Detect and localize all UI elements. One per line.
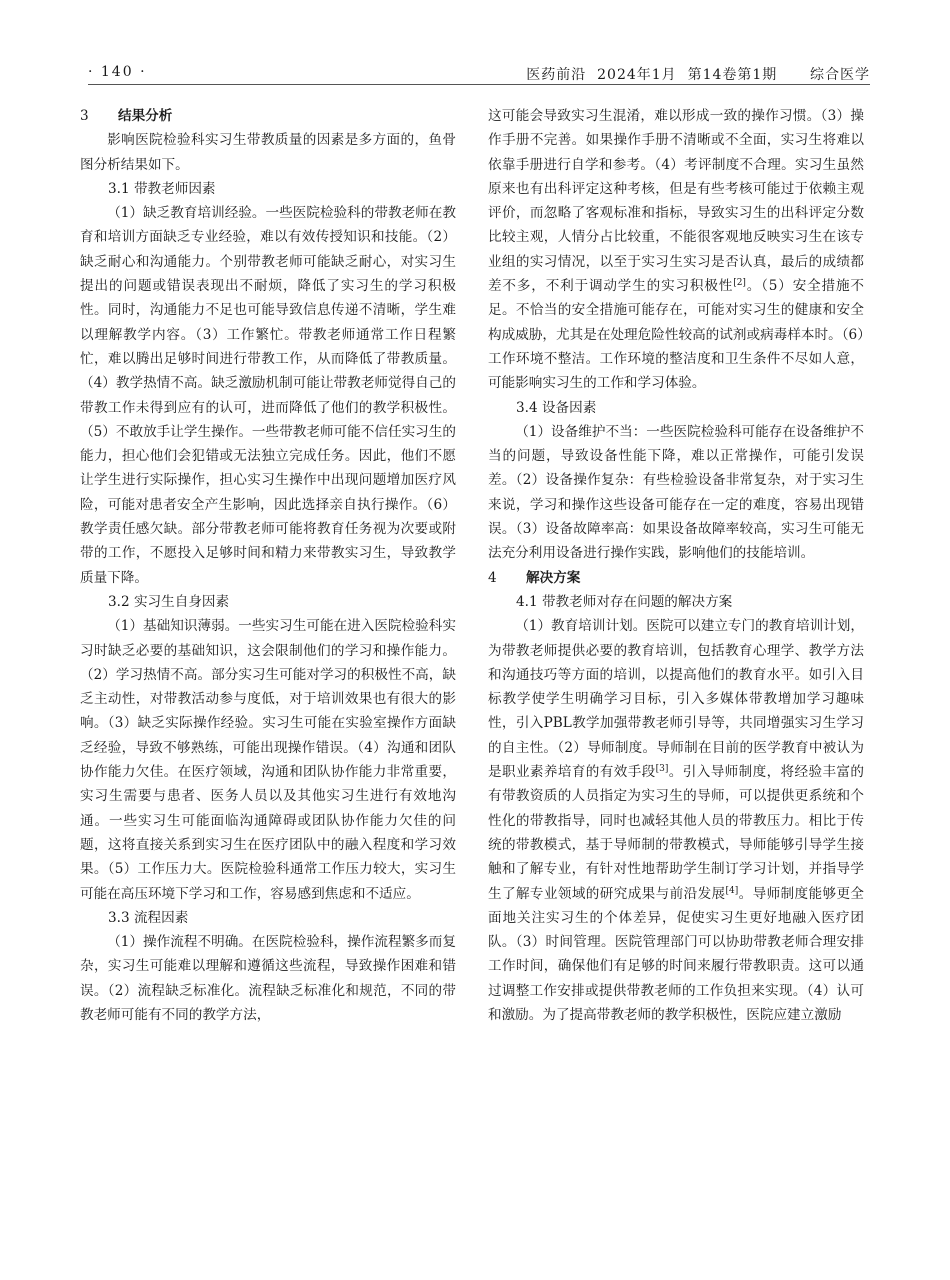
subsection-4-1-paragraph (488, 614, 864, 1027)
left-column (80, 104, 456, 1027)
section-3-heading (80, 104, 456, 128)
citation-ref[interactable]: [3] (655, 764, 669, 775)
subsection-3-3-continued (488, 104, 864, 396)
right-column (488, 104, 864, 1027)
subsection-3-2-heading: 3.2 实习生自身因素 (108, 593, 230, 610)
paragraph-text: 这可能会导致实习生混淆，难以形成一致的操作习惯。（3）操作手册不完善。如果操作手册不清晰或不全面，实习生将难以依靠手册进行自学和参考。（4）考评制度不合理。实习生虽然原来也有出科评定这种考核，但是有些考核可能过于依赖主观评价，而忽略了客观标准和指标，导致实习生的出科评定分数比较主观，人情分占比较重，不能很客观地反映实习生在该专业组的实习情况，以至于实习生实习是否认真，最后的成绩都差不多，不利于调动学生的实习积极性 (488, 108, 864, 295)
subsection-3-1-heading: 3.1 带教老师因素 (108, 180, 216, 197)
subsection-3-2-paragraph: （1）基础知识薄弱。一些实习生可能在进入医院检验科实习时缺乏必要的基础知识，这会限制他们的学习和操作能力。（2）学习热情不高。部分实习生可能对学习的积极性不高，缺乏主动性，对带教活动参与度低，对于培训效果也有很大的影响。（3）缺乏实际操作经验。实习生可能在实验室操作方面缺乏经验，导致不够熟练，可能出现操作错误。（4）沟通和团队协作能力欠佳。在医疗领域，沟通和团队协作能力非常重要，实习生需要与患者、医务人员以及其他实习生进行有效地沟通。一些实习生可能面临沟通障碍或团队协作能力欠佳的问题，这将直接关系到实习生在医疗团队中的融入程度和学习效果。（5）工作压力大。医院检验科通常工作压力较大，实习生可能在高压环境下学习和工作，容易感到焦虑和不适应。 (80, 618, 456, 902)
journal-info: 医药前沿 2024年1月 第14卷第1期 综合医学 (526, 67, 870, 83)
subsection-3-3-heading: 3.3 流程因素 (108, 909, 189, 926)
section-number: 3 (80, 108, 89, 124)
citation-ref[interactable]: [4] (725, 885, 739, 896)
citation-ref[interactable]: [2] (733, 278, 746, 289)
subsection-3-1-paragraph: （1）缺乏教育培训经验。一些医院检验科的带教老师在教育和培训方面缺乏专业经验，难以有效传授知识和技能。（2）缺乏耐心和沟通能力。个别带教老师可能缺乏耐心，对实习生提出的问题或错误表现出不耐烦，降低了实习生的学习积极性。同时，沟通能力不足也可能导致信息传递不清晰，学生难以理解教学内容。（3）工作繁忙。带教老师通常工作日程繁忙，难以腾出足够时间进行带教工作，从而降低了带教质量。（4）教学热情不高。缺乏激励机制可能让带教老师觉得自己的带教工作未得到应有的认可，进而降低了他们的教学积极性。（5）不敢放手让学生操作。一些带教老师可能不信任实习生的能力，担心他们会犯错或无法独立完成任务。因此，他们不愿让学生进行实际操作，担心实习生操作中出现问题增加医疗风险，可能对患者安全产生影响，因此选择亲自执行操作。（6）教学责任感欠缺。部分带教老师可能将教育任务视为次要或附带的工作，不愿投入足够时间和精力来带教实习生，导致教学质量下降。 (80, 205, 456, 586)
paragraph-text: 。引入导师制度，将经验丰富的有带教资质的人员指定为实习生的导师，可以提供更系统和个性化的带教指导，同时也减轻其他人员的带教压力。相比于传统的带教模式，基于导师制的带教模式，导师能够引导学生接触和了解专业，有针对性地帮助学生制订学习计划，并指导学生了解专业领域的研究成果与前沿发展 (488, 764, 865, 902)
section-number: 4 (488, 569, 497, 586)
page-header (88, 62, 870, 85)
paragraph-text: （1）教育培训计划。医院可以建立专门的教育培训计划，为带教老师提供必要的教育培训，包括教育心理学、教学方法和沟通技巧等方面的培训，以提高他们的教育水平。如引入目标教学使学生明确学习目标，引入多媒体带教增加学习趣味性，引入PBL教学加强带教老师引导等，共同增强实习生学习的自主性。（2）导师制度。导师制在目前的医学教育中被认为是职业素养培育的有效手段 (488, 618, 864, 781)
page-number: · 140 · (88, 64, 147, 80)
paragraph-text: 。（5）安全措施不足。不恰当的安全措施可能存在，可能对实习生的健康和安全构成威胁，尤其是在处理危险性较高的试剂或病毒样本时。（6）工作环境不整洁。工作环境的整洁度和卫生条件不尽如人意，可能影响实习生的工作和学习体验。 (488, 278, 864, 392)
subsection-3-4-heading: 3.4 设备因素 (516, 399, 597, 416)
subsection-4-1-heading: 4.1 带教老师对存在问题的解决方案 (516, 593, 733, 610)
subsection-3-4-paragraph: （1）设备维护不当：一些医院检验科可能存在设备维护不当的问题，导致设备性能下降，难以正常操作，可能引发误差。（2）设备操作复杂：有些检验设备非常复杂，对于实习生来说，学习和操作这些设备可能存在一定的难度，容易出现错误。（3）设备故障率高：如果设备故障率较高，实习生可能无法充分利用设备进行操作实践，影响他们的技能培训。 (488, 423, 864, 562)
section-title: 结果分析 (118, 108, 173, 124)
paragraph-text: 。导师制度能够更全面地关注实习生的个体差异，促使实习生更好地融入医疗团队。（3）时间管理。医院管理部门可以协助带教老师合理安排工作时间，确保他们有足够的时间来履行带教职责。这可以通过调整工作安排或提供带教老师的工作负担来实现。（4）认可和激励。为了提高带教老师的教学积极性，医院应建立激励 (488, 885, 865, 1023)
subsection-3-3-paragraph: （1）操作流程不明确。在医院检验科，操作流程繁多而复杂，实习生可能难以理解和遵循这些流程，导致操作困难和错误。（2）流程缺乏标准化。流程缺乏标准化和规范，不同的带教老师可能有不同的教学方法， (80, 934, 456, 1023)
section-4-heading (488, 566, 864, 590)
intro-paragraph: 影响医院检验科实习生带教质量的因素是多方面的，鱼骨图分析结果如下。 (80, 132, 456, 173)
section-title: 解决方案 (526, 569, 581, 586)
